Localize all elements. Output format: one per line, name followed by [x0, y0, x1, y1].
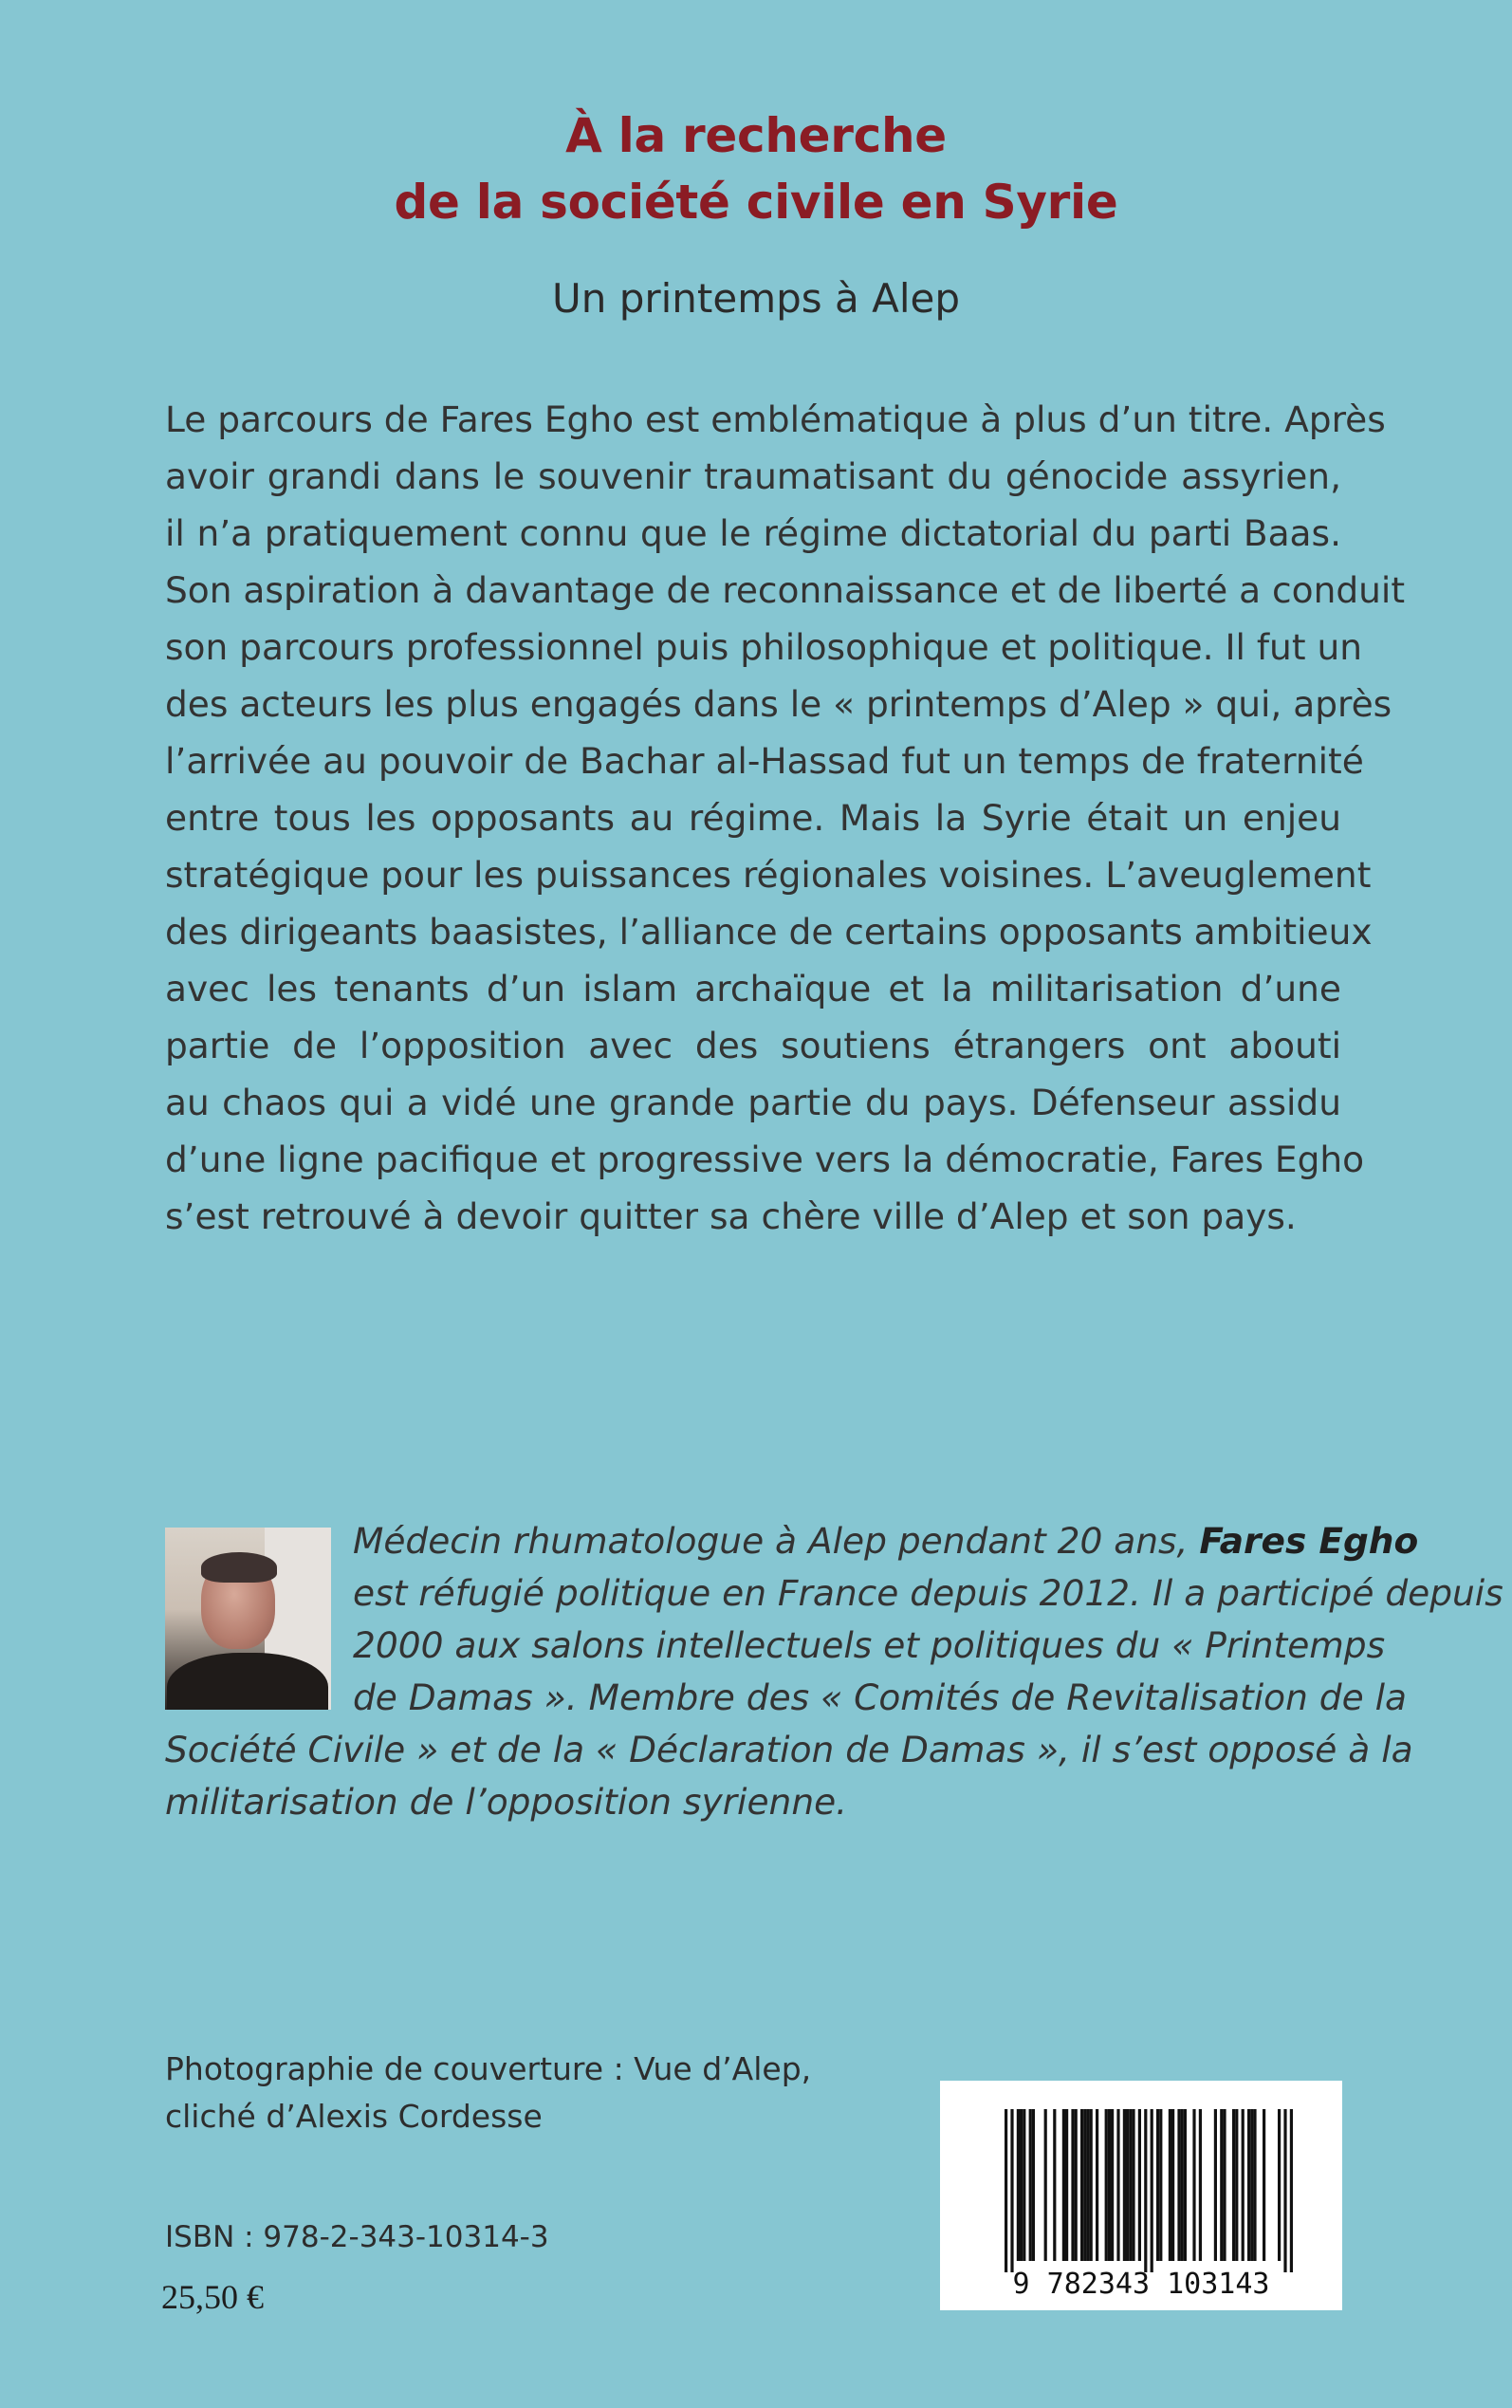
- bio-line-4: de Damas ». Membre des « Comités de Revitalisation de la: [353, 1676, 1407, 1718]
- barcode-bar: [1126, 2109, 1129, 2261]
- barcode-bar: [1159, 2109, 1162, 2261]
- barcode-bar: [1023, 2109, 1025, 2261]
- barcode-bar: [1032, 2109, 1035, 2261]
- barcode-bar: [1242, 2109, 1245, 2261]
- barcode-bar: [1020, 2109, 1023, 2261]
- title-line-1: À la recherche: [565, 108, 947, 163]
- barcode-bar: [1086, 2109, 1089, 2261]
- blurb-line: l’arrivée au pouvoir de Bachar al-Hassad fut un temps de fraternité: [165, 740, 1364, 782]
- barcode-bar: [1181, 2109, 1184, 2261]
- barcode-bar: [1017, 2109, 1020, 2261]
- barcode-bar: [1171, 2109, 1174, 2261]
- barcode-bar: [1053, 2109, 1056, 2261]
- barcode-bar: [1199, 2109, 1202, 2261]
- blurb-line: Son aspiration à davantage de reconnaissance et de liberté a conduit: [165, 569, 1406, 611]
- barcode: [940, 2081, 1342, 2310]
- barcode-bar: [1005, 2109, 1007, 2272]
- bio-line-3: 2000 aux salons intellectuels et politiques du « Printemps: [353, 1624, 1386, 1666]
- barcode-bar: [1247, 2109, 1250, 2261]
- isbn: ISBN : 978-2-343-10314-3: [165, 2220, 549, 2254]
- barcode-bar: [1083, 2109, 1086, 2261]
- barcode-bar: [1065, 2109, 1068, 2261]
- barcode-bar: [1192, 2109, 1195, 2261]
- blurb-line: avoir grandi dans le souvenir traumatisant du génocide assyrien,: [165, 455, 1341, 497]
- barcode-bar: [1235, 2109, 1238, 2261]
- barcode-bar: [1096, 2109, 1098, 2261]
- barcode-bar: [1184, 2109, 1187, 2261]
- price: 25,50 €: [161, 2278, 264, 2316]
- barcode-bar: [1123, 2109, 1126, 2261]
- barcode-bar: [1169, 2109, 1171, 2261]
- blurb-line: entre tous les opposants au régime. Mais la Syrie était un enjeu: [165, 797, 1341, 839]
- barcode-bar: [1090, 2109, 1093, 2261]
- barcode-bar: [1278, 2109, 1281, 2261]
- barcode-bar: [1010, 2109, 1013, 2272]
- blurb-line: d’une ligne pacifique et progressive vers la démocratie, Fares Egho: [165, 1139, 1365, 1180]
- barcode-bar: [1250, 2109, 1253, 2261]
- barcode-bar: [1290, 2109, 1293, 2272]
- blurb-line: avec les tenants d’un islam archaïque et la militarisation d’une: [165, 968, 1341, 1010]
- blurb: [165, 391, 1406, 1245]
- blurb-line: son parcours professionnel puis philosophique et politique. Il fut un: [165, 626, 1362, 668]
- barcode-bar: [1214, 2109, 1217, 2261]
- barcode-bar: [1111, 2109, 1114, 2261]
- bio-line-6: militarisation de l’opposition syrienne.: [165, 1781, 848, 1823]
- barcode-bar: [1177, 2109, 1180, 2261]
- bio-line-5: Société Civile » et de la « Déclaration de Damas », il s’est opposé à la: [165, 1729, 1413, 1770]
- blurb-line: s’est retrouvé à devoir quitter sa chère ville d’Alep et son pays.: [165, 1195, 1297, 1237]
- barcode-bar: [1283, 2109, 1286, 2272]
- bio-line-1-text: Médecin rhumatologue à Alep pendant 20 ans,: [353, 1520, 1200, 1562]
- barcode-bar: [1144, 2109, 1147, 2272]
- book-subtitle: Un printemps à Alep: [551, 275, 961, 322]
- barcode-bar: [1253, 2109, 1256, 2261]
- author-name: Fares Egho: [1199, 1520, 1419, 1562]
- barcode-bar: [1156, 2109, 1159, 2261]
- barcode-bar: [1223, 2109, 1226, 2261]
- barcode-bar: [1220, 2109, 1223, 2261]
- barcode-graphic: [940, 2081, 1342, 2310]
- title-line-2: de la société civile en Syrie: [394, 175, 1118, 230]
- blurb-line: au chaos qui a vidé une grande partie du pays. Défenseur assidu: [165, 1082, 1341, 1123]
- blurb-line: des dirigeants baasistes, l’alliance de certains opposants ambitieux: [165, 911, 1373, 953]
- barcode-bar: [1129, 2109, 1132, 2261]
- barcode-bar: [1105, 2109, 1108, 2261]
- barcode-bar: [1044, 2109, 1047, 2261]
- barcode-bar: [1080, 2109, 1083, 2261]
- barcode-bar: [1062, 2109, 1065, 2261]
- barcode-bar: [1263, 2109, 1265, 2261]
- barcode-bar: [1029, 2109, 1032, 2261]
- barcode-bar: [1232, 2109, 1235, 2261]
- blurb-line: Le parcours de Fares Egho est emblématique à plus d’un titre. Après: [165, 398, 1386, 440]
- blurb-line: stratégique pour les puissances régionales voisines. L’aveuglement: [165, 854, 1372, 896]
- photo-credit: [165, 2046, 811, 2140]
- blurb-line: des acteurs les plus engagés dans le « printemps d’Alep » qui, après: [165, 683, 1392, 725]
- author-bio: [165, 1515, 1503, 1828]
- barcode-bar: [1075, 2109, 1078, 2261]
- credit-line-2: cliché d’Alexis Cordesse: [165, 2098, 543, 2135]
- barcode-bar: [1071, 2109, 1074, 2261]
- blurb-line: il n’a pratiquement connu que le régime dictatorial du parti Baas.: [165, 512, 1341, 554]
- credit-line-1: Photographie de couverture : Vue d’Alep,: [165, 2050, 812, 2087]
- barcode-bar: [1151, 2109, 1153, 2272]
- barcode-bar: [1108, 2109, 1111, 2261]
- barcode-digits: 9 782343 103143: [1012, 2268, 1270, 2301]
- blurb-line: partie de l’opposition avec des soutiens étrangers ont abouti: [165, 1025, 1341, 1066]
- barcode-bar: [1132, 2109, 1134, 2261]
- bio-line-2: est réfugié politique en France depuis 2012. Il a participé depuis: [353, 1572, 1503, 1614]
- barcode-bar: [1138, 2109, 1141, 2261]
- bio-line-1: [165, 1515, 1419, 1567]
- book-title: [0, 102, 1512, 235]
- barcode-bar: [1116, 2109, 1119, 2261]
